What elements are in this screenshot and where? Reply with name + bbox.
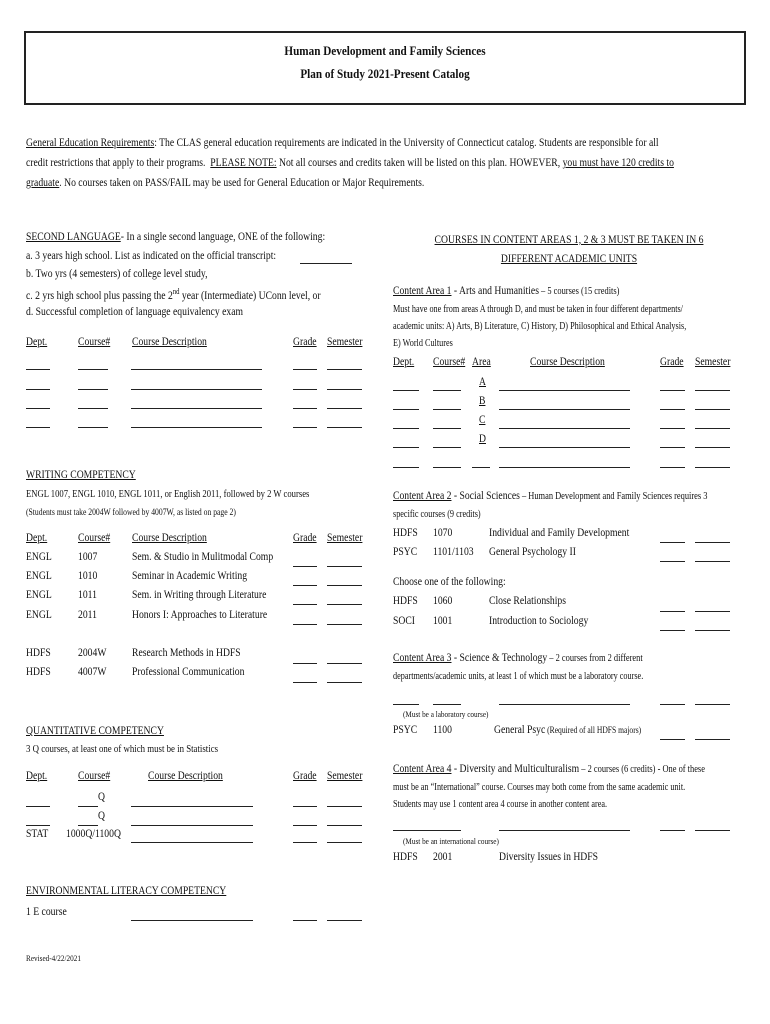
blank-grade[interactable]	[660, 704, 685, 705]
area1-desc1: Must have one from areas A through D, and must be taken in four different departments/	[393, 304, 683, 315]
stat-dept: STAT	[26, 828, 49, 840]
blank-grade[interactable]	[293, 585, 317, 586]
blank-grade[interactable]	[660, 561, 685, 562]
area4-heading: Content Area 4 - Diversity and Multiculturalism – 2 courses (6 credits) - One of these	[393, 763, 705, 775]
blank-desc[interactable]	[131, 920, 253, 921]
blank-semester[interactable]	[695, 428, 730, 429]
content-areas-heading: COURSES IN CONTENT AREAS 1, 2 & 3 MUST BE TAKEN IN 6	[434, 234, 704, 246]
col-grade: Grade	[293, 336, 317, 348]
col-desc: Course Description	[148, 770, 223, 782]
table-row-dept: HDFS	[393, 527, 418, 539]
table-row-dept: ENGL	[26, 551, 52, 563]
blank-dept[interactable]	[393, 428, 419, 429]
area3-heading: Content Area 3 - Science & Technology – 2 courses from 2 different	[393, 652, 643, 664]
gen-ed-line2: credit restrictions that apply to their programs. PLEASE NOTE: Not all courses and credits taken will be listed on this plan. HOWEVER, you must have 120 credits to	[26, 157, 674, 169]
env-heading: ENVIRONMENTAL LITERACY COMPETENCY	[26, 885, 227, 897]
blank-grade[interactable]	[293, 806, 317, 807]
gen-ed-line1: General Education Requirements: The CLAS general education requirements are indicated in the University of Connecticut catalog. Students are responsible for all	[26, 137, 659, 149]
blank-desc[interactable]	[131, 842, 253, 843]
second-language-heading: SECOND LANGUAGE- In a single second language, ONE of the following:	[26, 231, 326, 243]
table-row-desc: Seminar in Academic Writing	[132, 570, 248, 582]
blank-grade[interactable]	[660, 630, 685, 631]
blank-grade[interactable]	[293, 920, 317, 921]
blank-dept[interactable]	[26, 825, 50, 826]
col-grade: Grade	[293, 770, 317, 782]
writing-line2: (Students must take 2004W followed by 4007W, as listed on page 2)	[26, 507, 236, 517]
blank-semester[interactable]	[327, 566, 362, 567]
col-desc: Course Description	[530, 356, 605, 368]
blank-course[interactable]	[433, 447, 461, 448]
blank-grade[interactable]	[293, 604, 317, 605]
area-letter-a: A	[479, 376, 486, 388]
blank-dept[interactable]	[26, 389, 50, 390]
table-row-desc: Honors I: Approaches to Literature	[132, 609, 268, 621]
area-letter-d: D	[479, 433, 486, 445]
table-row-course: 1060	[433, 595, 453, 607]
blank-grade[interactable]	[660, 390, 685, 391]
blank-semester[interactable]	[695, 630, 730, 631]
blank-dept[interactable]	[26, 806, 50, 807]
second-language-option-c: c. 2 yrs high school plus passing the 2nd year (Intermediate) UConn level, or	[26, 287, 321, 302]
table-row-course: 2004W	[78, 647, 107, 659]
blank-dept[interactable]	[393, 409, 419, 410]
blank-area[interactable]	[472, 467, 490, 468]
second-language-option-a: a. 3 years high school. List as indicated on the official transcript:	[26, 250, 277, 262]
area1-desc3: E) World Cultures	[393, 338, 453, 349]
blank-grade[interactable]	[293, 663, 317, 664]
blank-grade[interactable]	[660, 447, 685, 448]
gen-ed-line3: graduate. No courses taken on PASS/FAIL may be used for General Education or Major Requirements.	[26, 177, 425, 189]
env-line1: 1 E course	[26, 906, 67, 918]
blank-desc[interactable]	[499, 409, 630, 410]
second-language-option-b: b. Two yrs (4 semesters) of college level study,	[26, 268, 208, 280]
blank-semester[interactable]	[327, 624, 362, 625]
table-row-desc: Close Relationships	[489, 595, 567, 607]
blank-desc[interactable]	[131, 389, 262, 390]
table-row-desc: Professional Communication	[132, 666, 245, 678]
blank-course[interactable]	[78, 427, 108, 428]
blank-dept[interactable]	[393, 830, 461, 831]
blank-dept[interactable]	[393, 704, 419, 705]
blank-dept[interactable]	[393, 447, 419, 448]
table-row-dept: ENGL	[26, 570, 52, 582]
blank-semester[interactable]	[327, 682, 362, 683]
blank-grade[interactable]	[293, 842, 317, 843]
blank-grade[interactable]	[293, 369, 317, 370]
table-row-dept: HDFS	[393, 851, 418, 863]
blank-desc[interactable]	[499, 830, 630, 831]
blank-dept[interactable]	[26, 427, 50, 428]
table-row-dept: HDFS	[26, 666, 51, 678]
blank-course[interactable]	[78, 408, 108, 409]
col-course: Course#	[78, 532, 111, 544]
area-letter-b: B	[479, 395, 486, 407]
table-row-desc: Research Methods in HDFS	[132, 647, 241, 659]
blank-desc[interactable]	[499, 704, 630, 705]
col-dept: Dept.	[393, 356, 415, 368]
blank-course[interactable]	[433, 704, 461, 705]
table-row-desc: General Psyc (Required of all HDFS majors)	[494, 724, 642, 736]
blank-semester[interactable]	[695, 447, 730, 448]
blank-grade[interactable]	[293, 682, 317, 683]
table-row-dept: ENGL	[26, 609, 52, 621]
quant-heading: QUANTITATIVE COMPETENCY	[26, 725, 164, 737]
lab-note: (Must be a laboratory course)	[403, 709, 489, 719]
blank-desc[interactable]	[499, 428, 630, 429]
table-row-dept: HDFS	[26, 647, 51, 659]
blank-grade[interactable]	[660, 428, 685, 429]
title-box	[24, 31, 746, 105]
table-row-course: 1070	[433, 527, 453, 539]
table-row-desc: Introduction to Sociology	[489, 615, 589, 627]
quant-line1: 3 Q courses, at least one of which must be in Statistics	[26, 744, 219, 755]
blank-grade[interactable]	[293, 427, 317, 428]
table-row-desc: Diversity Issues in HDFS	[499, 851, 599, 863]
blank-semester[interactable]	[695, 542, 730, 543]
second-language-option-d: d. Successful completion of language equivalency exam	[26, 306, 244, 318]
col-semester: Semester	[327, 336, 363, 348]
area4-desc3: Students may use 1 content area 4 course in another content area.	[393, 799, 608, 810]
content-areas-heading-2: DIFFERENT ACADEMIC UNITS	[500, 253, 638, 265]
blank-grade[interactable]	[660, 467, 685, 468]
blank-grade[interactable]	[293, 408, 317, 409]
col-desc: Course Description	[132, 336, 207, 348]
transcript-input-line[interactable]	[300, 263, 352, 264]
blank-desc[interactable]	[131, 408, 262, 409]
blank-semester[interactable]	[327, 806, 362, 807]
blank-semester[interactable]	[327, 842, 362, 843]
writing-heading: WRITING COMPETENCY	[26, 469, 136, 481]
table-row-dept: SOCI	[393, 615, 416, 627]
table-row-dept: HDFS	[393, 595, 418, 607]
blank-grade[interactable]	[660, 409, 685, 410]
table-row-course: 1100	[433, 724, 452, 736]
blank-semester[interactable]	[327, 369, 362, 370]
intl-note: (Must be an international course)	[403, 836, 499, 846]
blank-desc[interactable]	[499, 447, 630, 448]
blank-semester[interactable]	[695, 704, 730, 705]
blank-semester[interactable]	[327, 604, 362, 605]
table-row-course: 1007	[78, 551, 98, 563]
stat-course: 1000Q/1100Q	[66, 828, 121, 840]
area-letter-c: C	[479, 414, 486, 426]
table-row-course: 4007W	[78, 666, 107, 678]
table-row-course: 1010	[78, 570, 98, 582]
blank-desc[interactable]	[131, 806, 253, 807]
col-grade: Grade	[293, 532, 317, 544]
col-course: Course#	[433, 356, 466, 368]
blank-semester[interactable]	[327, 920, 362, 921]
blank-desc[interactable]	[499, 390, 630, 391]
col-desc: Course Description	[132, 532, 207, 544]
blank-semester[interactable]	[327, 389, 362, 390]
table-row-course: 2001	[433, 851, 453, 863]
blank-semester[interactable]	[695, 467, 730, 468]
area2-heading: Content Area 2 - Social Sciences – Human Development and Family Sciences requires 3	[393, 490, 708, 502]
blank-dept[interactable]	[26, 408, 50, 409]
blank-grade[interactable]	[660, 542, 685, 543]
col-semester: Semester	[327, 770, 363, 782]
blank-grade[interactable]	[293, 389, 317, 390]
blank-semester[interactable]	[327, 408, 362, 409]
blank-semester[interactable]	[327, 427, 362, 428]
area4-desc2: must be an “International” course. Courses may both come from the same academic unit.	[393, 782, 686, 793]
area1-heading: Content Area 1 - Arts and Humanities – 5 courses (15 credits)	[393, 285, 620, 297]
q-suffix: Q	[98, 810, 105, 822]
blank-course[interactable]	[433, 428, 461, 429]
area1-desc2: academic units: A) Arts, B) Literature, C) History, D) Philosophical and Ethical Analysis,	[393, 321, 687, 332]
table-row-course: 2011	[78, 609, 97, 621]
col-semester: Semester	[327, 532, 363, 544]
table-row-desc: Individual and Family Development	[489, 527, 630, 539]
blank-semester[interactable]	[327, 825, 362, 826]
blank-dept[interactable]	[26, 369, 50, 370]
blank-semester[interactable]	[695, 390, 730, 391]
blank-course[interactable]	[78, 389, 108, 390]
area2-desc2: specific courses (9 credits)	[393, 509, 481, 520]
blank-grade[interactable]	[293, 624, 317, 625]
blank-course[interactable]	[78, 369, 108, 370]
table-row-course: 1101/1103	[433, 546, 474, 558]
blank-semester[interactable]	[327, 663, 362, 664]
area2-choose: Choose one of the following:	[393, 576, 506, 588]
blank-course[interactable]	[78, 825, 98, 826]
col-semester: Semester	[695, 356, 731, 368]
writing-line1: ENGL 1007, ENGL 1010, ENGL 1011, or English 2011, followed by 2 W courses	[26, 489, 310, 500]
col-grade: Grade	[660, 356, 684, 368]
table-row-desc: Sem. & Studio in Mulitmodal Comp	[132, 551, 274, 563]
blank-desc[interactable]	[131, 427, 262, 428]
table-row-course: 1011	[78, 589, 97, 601]
blank-grade[interactable]	[660, 739, 685, 740]
blank-course[interactable]	[433, 390, 461, 391]
revised-date: Revised-4/22/2021	[26, 953, 81, 963]
table-row-course: 1001	[433, 615, 453, 627]
blank-dept[interactable]	[393, 390, 419, 391]
blank-semester[interactable]	[695, 409, 730, 410]
document-subtitle: Plan of Study 2021-Present Catalog	[300, 66, 470, 81]
table-row-desc: General Psychology II	[489, 546, 576, 558]
blank-course[interactable]	[78, 806, 98, 807]
blank-desc[interactable]	[499, 467, 630, 468]
table-row-dept: ENGL	[26, 589, 52, 601]
col-dept: Dept.	[26, 770, 48, 782]
gen-ed-label: General Education Requirements	[26, 137, 155, 149]
table-row-desc: Sem. in Writing through Literature	[132, 589, 267, 601]
blank-semester[interactable]	[327, 585, 362, 586]
blank-course[interactable]	[433, 467, 461, 468]
blank-grade[interactable]	[660, 611, 685, 612]
blank-semester[interactable]	[695, 611, 730, 612]
blank-desc[interactable]	[131, 825, 253, 826]
q-suffix: Q	[98, 791, 105, 803]
table-row-dept: PSYC	[393, 546, 418, 558]
area3-desc2: departments/academic units, at least 1 of which must be a laboratory course.	[393, 671, 644, 682]
blank-semester[interactable]	[695, 561, 730, 562]
table-row-dept: PSYC	[393, 724, 418, 736]
blank-semester[interactable]	[695, 830, 730, 831]
blank-grade[interactable]	[660, 830, 685, 831]
blank-grade[interactable]	[293, 825, 317, 826]
document-title: Human Development and Family Sciences	[284, 43, 486, 58]
col-course: Course#	[78, 336, 111, 348]
col-dept: Dept.	[26, 532, 48, 544]
please-note-label: PLEASE NOTE:	[210, 157, 277, 169]
blank-dept[interactable]	[393, 467, 419, 468]
blank-course[interactable]	[433, 409, 461, 410]
col-course: Course#	[78, 770, 111, 782]
col-dept: Dept.	[26, 336, 48, 348]
blank-grade[interactable]	[293, 566, 317, 567]
col-area: Area	[472, 356, 491, 368]
blank-semester[interactable]	[695, 739, 730, 740]
blank-desc[interactable]	[131, 369, 262, 370]
